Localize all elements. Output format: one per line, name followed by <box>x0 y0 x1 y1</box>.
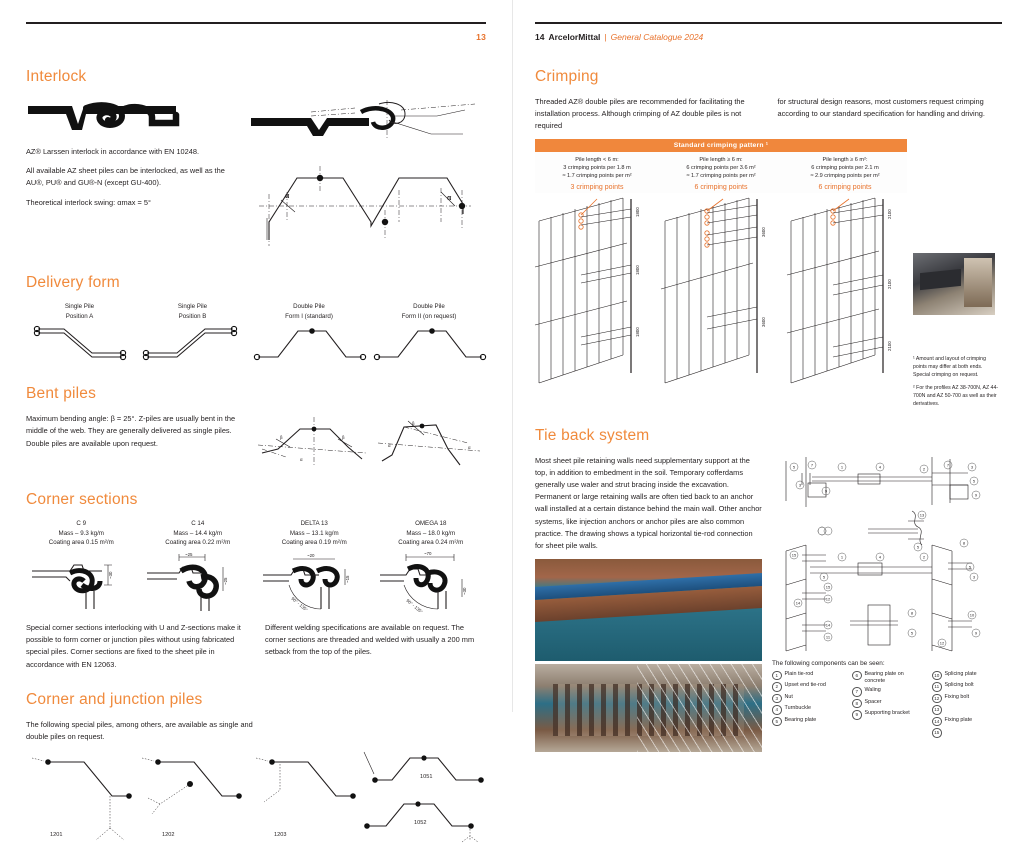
crimping-pattern-block <box>535 139 1002 409</box>
interlock-text-block <box>26 96 241 209</box>
svg-text:1800: 1800 <box>635 207 640 217</box>
crimping-table-columns <box>535 152 907 193</box>
crimping-footnote-1: ¹ Amount and layout of crimping points may differ at both ends. Special crimping on request. <box>913 355 986 379</box>
tie-back-left-column <box>535 455 762 753</box>
legend-column-2 <box>852 671 922 740</box>
legend-label: Fixing plate <box>944 716 973 723</box>
svg-text:5: 5 <box>916 544 920 550</box>
crimping-points-label: 6 crimping points <box>818 183 872 191</box>
delivery-item-line2: Position A <box>65 312 94 320</box>
junction-pile-1201-figure <box>26 750 134 842</box>
legend-number-icon: 10 <box>932 671 942 681</box>
delivery-item <box>26 302 133 365</box>
crimping-column <box>535 152 659 193</box>
crimping-diagrams <box>535 197 907 385</box>
legend-number-icon: 15 <box>932 728 942 738</box>
page-number-left: 13 <box>476 32 486 42</box>
legend-item <box>932 728 1002 738</box>
crimping-col-line2: 3 crimping points per 1.8 m <box>563 165 631 172</box>
svg-text:7: 7 <box>946 462 950 468</box>
corner-section-coating: Coating area 0.15 m²/m <box>48 539 114 547</box>
legend-item <box>932 694 1002 704</box>
crimping-diagram-6points-a <box>661 197 781 385</box>
legend-number-icon: 8 <box>852 699 862 709</box>
sheet-pile-waler-photo <box>535 559 762 661</box>
corner-section-coating: Coating area 0.22 m²/m <box>165 539 231 547</box>
legend-item <box>772 717 842 727</box>
svg-text:α: α <box>300 457 303 463</box>
svg-text:9: 9 <box>974 630 978 636</box>
corner-section-item <box>259 519 370 613</box>
interlock-p3: Theoretical interlock swing: αmax = 5° <box>26 197 151 207</box>
junction-double-piles-figures <box>362 750 490 844</box>
interlock-p2: All available AZ sheet piles can be interlocked, as well as the AU®, PU® and GU®-N (except GU-400). <box>26 166 225 188</box>
legend-number-icon: 11 <box>932 682 942 692</box>
legend-columns <box>772 671 1002 740</box>
svg-text:5: 5 <box>910 630 914 636</box>
corner-section-mass: Mass – 13.1 kg/m <box>289 529 339 537</box>
corner-note-right: Different welding specifications are available on request. The corner sections are threaded and welded with usually a 200 mm setback from the top of the piles. <box>265 623 475 657</box>
interlock-swing-detail <box>251 100 476 144</box>
legend-item <box>932 717 1002 727</box>
crimping-column <box>783 152 907 193</box>
svg-text:~25: ~25 <box>184 552 192 558</box>
left-page <box>0 0 512 839</box>
cofferdam-excavation-photo <box>535 664 762 752</box>
legend-number-icon: 12 <box>932 694 942 704</box>
legend-number-icon: 2 <box>772 682 782 692</box>
interlock-section-figure <box>251 148 476 248</box>
crimping-footnotes <box>913 139 1002 409</box>
svg-text:1800: 1800 <box>635 327 640 337</box>
corner-section-item <box>26 519 137 613</box>
svg-text:α: α <box>388 443 391 449</box>
brand-name: ArcelorMittal <box>548 32 601 42</box>
svg-text:β: β <box>412 421 415 427</box>
legend-label: Spacer <box>864 698 882 705</box>
delivery-item-line1: Single Pile <box>177 303 208 310</box>
section-title-interlock: Interlock <box>26 68 87 85</box>
corner-section-name: OMEGA 18 <box>415 520 447 528</box>
crimping-col-line3: ≈ 1.7 crimping points per m² <box>562 173 632 180</box>
crimping-points-label: 6 crimping points <box>694 183 748 191</box>
crimping-col-line1: Pile length ≥ 6 m: <box>699 156 743 163</box>
folio-separator: | <box>604 32 607 42</box>
corner-section-mass: Mass – 14.4 kg/m <box>173 529 223 537</box>
corner-section-mass: Mass – 9.3 kg/m <box>58 529 104 537</box>
crimping-col-line1: Pile length < 6 m: <box>575 156 619 163</box>
crimping-table-header: Standard crimping pattern ¹ <box>535 139 907 152</box>
legend-column-1 <box>772 671 842 740</box>
junction-pile-label: 1052 <box>414 820 427 827</box>
section-title-crimping: Crimping <box>535 68 599 85</box>
legend-label: Plain tie-rod <box>784 670 814 677</box>
legend-number-icon: 14 <box>932 717 942 727</box>
crimping-diagram-3points <box>535 197 655 385</box>
legend-item <box>772 682 842 692</box>
svg-text:1: 1 <box>840 464 844 470</box>
svg-text:5: 5 <box>822 574 826 580</box>
svg-text:5: 5 <box>792 464 796 470</box>
junction-pile-label: 1201 <box>50 832 63 839</box>
bent-pile-figure-2 <box>374 413 486 471</box>
svg-text:~20: ~20 <box>307 553 315 559</box>
corner-omega18-figure <box>376 551 480 613</box>
legend-item <box>772 671 842 681</box>
single-pile-a-figure <box>26 321 130 365</box>
tie-back-row <box>535 455 1002 753</box>
bent-piles-row <box>26 413 486 471</box>
junction-piles-paragraph: The following special piles, among others, are available as single and double piles on request. <box>26 719 253 742</box>
svg-text:3: 3 <box>972 574 976 580</box>
legend-number-icon: 3 <box>772 694 782 704</box>
crimping-intro <box>535 96 1002 133</box>
crimping-points-label: 3 crimping points <box>570 183 624 191</box>
legend-label: Bearing plate <box>784 716 817 723</box>
junction-pile-1051-figure <box>362 750 490 794</box>
corner-notes <box>26 622 486 671</box>
tie-back-paragraph: Most sheet pile retaining walls need supplementary support at the top, in addition to embedment in the soil. Temporary cofferdams generally use waler and strut bracing inside the excavation. Permanent or large retaining walls are often tied back to an anchor wall installed at a certain distance behind the main wall. Other anchor systems, like injection anchors or anchor piles are also common practice. The drawing shows a typical horizontal tie-rod connection for sheet pile walls. <box>535 455 762 551</box>
legend-title: The following components can be seen: <box>772 659 885 667</box>
bent-piles-paragraph: Maximum bending angle: β = 25°. Z-piles are usually bent in the middle of the web. They are generally delivered as single piles. Double piles are available upon request. <box>26 414 236 448</box>
crimping-col-line3: ≈ 2.9 crimping points per m² <box>810 173 880 180</box>
legend-number-icon: 7 <box>852 687 862 697</box>
svg-text:~15: ~15 <box>345 575 350 584</box>
right-page <box>512 0 1024 736</box>
svg-text:90° - 135°: 90° - 135° <box>290 595 309 613</box>
legend-label: Bearing plate on concrete <box>864 670 904 684</box>
crimping-col1: Threaded AZ® double piles are recommended for facilitating the installation process. Although crimping of AZ double piles is not required <box>535 97 745 131</box>
legend-number-icon: 1 <box>772 671 782 681</box>
interlock-p1: AZ® Larssen interlock in accordance with EN 10248. <box>26 147 200 156</box>
delivery-item-line2: Position B <box>178 312 207 320</box>
corner-sections-figures <box>26 519 486 613</box>
svg-text:8: 8 <box>910 610 914 616</box>
photo-tie-rod-texture <box>637 664 762 752</box>
delivery-form-figures <box>26 302 486 365</box>
svg-text:3: 3 <box>970 464 974 470</box>
crimping-col-line2: 6 crimping points per 3.6 m² <box>686 165 756 172</box>
legend-label: Fixing bolt <box>944 693 970 700</box>
catalogue-name: General Catalogue 2024 <box>610 32 704 42</box>
svg-text:2100: 2100 <box>887 341 892 351</box>
svg-text:α: α <box>447 195 452 202</box>
tie-back-right-column <box>772 455 1002 753</box>
legend-number-icon: 13 <box>932 705 942 715</box>
crimping-machine-photo <box>913 253 995 315</box>
corner-c14-figure <box>143 551 247 613</box>
section-title-corner-sections: Corner sections <box>26 491 138 509</box>
legend-item <box>772 705 842 715</box>
bent-piles-text <box>26 413 244 450</box>
legend-number-icon: 4 <box>772 705 782 715</box>
junction-pile-label: 1202 <box>162 832 175 839</box>
svg-text:2: 2 <box>922 554 926 560</box>
legend-number-icon: 9 <box>852 710 862 720</box>
delivery-item <box>139 302 246 365</box>
corner-section-coating: Coating area 0.24 m²/m <box>398 539 464 547</box>
crimping-footnote-2: ² For the profiles AZ 38-700N, AZ 44-700N and AZ 50-700 as well as their derivatives. <box>913 384 999 408</box>
folio-left <box>26 32 486 42</box>
section-title-bent-piles: Bent piles <box>26 385 97 403</box>
legend-label: Upset end tie-rod <box>784 682 826 689</box>
legend-number-icon: 6 <box>852 671 862 681</box>
svg-text:3: 3 <box>798 482 802 488</box>
junction-pile-1202-figure <box>138 750 246 842</box>
double-pile-form1-figure <box>252 321 366 365</box>
legend-item <box>852 671 922 686</box>
svg-text:4: 4 <box>878 464 882 470</box>
svg-text:α: α <box>468 445 471 451</box>
svg-text:1800: 1800 <box>635 265 640 275</box>
junction-pile-label: 1051 <box>420 774 433 781</box>
svg-text:12: 12 <box>939 640 945 646</box>
legend-item <box>932 682 1002 692</box>
delivery-item-line1: Single Pile <box>64 303 95 310</box>
corner-section-name: C 14 <box>191 520 205 528</box>
junction-piles-figures <box>26 750 486 844</box>
svg-text:12: 12 <box>825 596 831 602</box>
svg-text:10: 10 <box>969 612 975 618</box>
crimping-column <box>659 152 783 193</box>
single-pile-b-figure <box>139 321 243 365</box>
page-number-right: 14 <box>535 32 545 42</box>
tie-back-technical-drawing <box>772 455 1002 653</box>
corner-delta13-figure <box>259 551 363 613</box>
svg-text:4: 4 <box>878 554 882 560</box>
corner-c9-figure <box>26 551 130 613</box>
svg-text:2: 2 <box>922 466 926 472</box>
corner-section-coating: Coating area 0.19 m²/m <box>281 539 347 547</box>
section-title-tie-back-system: Tie back system <box>535 426 650 444</box>
delivery-item-line2: Form II (on request) <box>401 312 457 320</box>
svg-text:7: 7 <box>810 462 814 468</box>
svg-text:~25: ~25 <box>222 577 228 586</box>
crimping-diagram-6points-b <box>787 197 907 385</box>
header-rule-right <box>535 22 1002 24</box>
interlock-profile-figure <box>26 96 176 138</box>
crimping-col-line1: Pile length ≥ 6 m²: <box>822 156 868 163</box>
svg-text:15: 15 <box>825 584 831 590</box>
legend-label: Nut <box>784 693 793 700</box>
legend-label: Splicing bolt <box>944 682 974 689</box>
svg-text:13: 13 <box>919 512 925 518</box>
crimping-col2: for structural design reasons, most customers request crimping according to our standard specification for handling and driving. <box>777 97 985 119</box>
legend-item <box>932 671 1002 681</box>
svg-text:5: 5 <box>968 564 972 570</box>
legend-column-3 <box>932 671 1002 740</box>
svg-text:~30: ~30 <box>461 587 467 596</box>
legend-item <box>852 699 922 709</box>
junction-pile-1052-figure <box>362 796 490 844</box>
legend-item <box>852 687 922 697</box>
svg-text:15: 15 <box>791 552 797 558</box>
delivery-item-line1: Double Pile <box>293 303 325 310</box>
svg-text:3600: 3600 <box>761 317 766 327</box>
legend-number-icon: 5 <box>772 717 782 727</box>
junction-pile-1203-figure <box>250 750 358 842</box>
header-rule-left <box>26 22 486 24</box>
svg-text:90° - 135°: 90° - 135° <box>404 597 424 615</box>
crimping-table <box>535 139 907 409</box>
legend-label: Turnbuckle <box>784 705 811 712</box>
corner-note-left: Special corner sections interlocking with U and Z-sections make it possible to form corner or junction piles without using fabricated special piles. Corner sections are fixed to the sheet pile in accordance with EN 12063. <box>26 623 241 669</box>
double-pile-form2-figure <box>372 321 486 365</box>
svg-text:2100: 2100 <box>887 209 892 219</box>
svg-text:9: 9 <box>824 488 828 494</box>
corner-section-item <box>143 519 254 613</box>
section-title-delivery-form: Delivery form <box>26 274 120 291</box>
svg-text:9: 9 <box>974 492 978 498</box>
corner-section-name: C 9 <box>76 520 87 528</box>
corner-section-mass: Mass – 18.0 kg/m <box>406 529 456 537</box>
svg-text:14: 14 <box>825 622 831 628</box>
svg-text:β: β <box>342 435 345 441</box>
corner-section-name: DELTA 13 <box>300 520 328 528</box>
bent-pile-figure-1 <box>256 413 368 471</box>
corner-section-item <box>376 519 487 613</box>
legend-label: Waling <box>864 687 881 694</box>
crimping-col-line2: 6 crimping points per 2.1 m <box>811 165 879 172</box>
delivery-item-line2: Form I (standard) <box>285 312 333 320</box>
svg-text:α: α <box>285 193 290 200</box>
legend-item <box>772 694 842 704</box>
svg-text:5: 5 <box>972 478 976 484</box>
delivery-item-line1: Double Pile <box>413 303 445 310</box>
section-title-corner-junction-piles: Corner and junction piles <box>26 690 203 708</box>
svg-text:8: 8 <box>962 540 966 546</box>
svg-text:11: 11 <box>825 634 831 640</box>
crimping-col-line3: ≈ 1.7 crimping points per m² <box>686 173 756 180</box>
svg-text:~70: ~70 <box>423 551 431 557</box>
svg-text:1: 1 <box>840 554 844 560</box>
interlock-row <box>26 96 486 248</box>
delivery-item <box>372 302 486 365</box>
svg-text:2100: 2100 <box>887 279 892 289</box>
legend-item <box>932 705 1002 715</box>
svg-text:14: 14 <box>795 600 801 606</box>
svg-text:β: β <box>280 435 283 441</box>
legend-label: Splicing plate <box>944 670 977 677</box>
svg-text:3600: 3600 <box>761 227 766 237</box>
folio-right <box>535 32 1002 42</box>
bent-piles-figures <box>256 413 486 471</box>
svg-text:~30: ~30 <box>108 571 113 580</box>
junction-pile-label: 1203 <box>274 832 287 839</box>
interlock-diagrams <box>251 96 486 248</box>
delivery-item <box>252 302 366 365</box>
legend-label: Supporting bracket <box>864 710 910 717</box>
